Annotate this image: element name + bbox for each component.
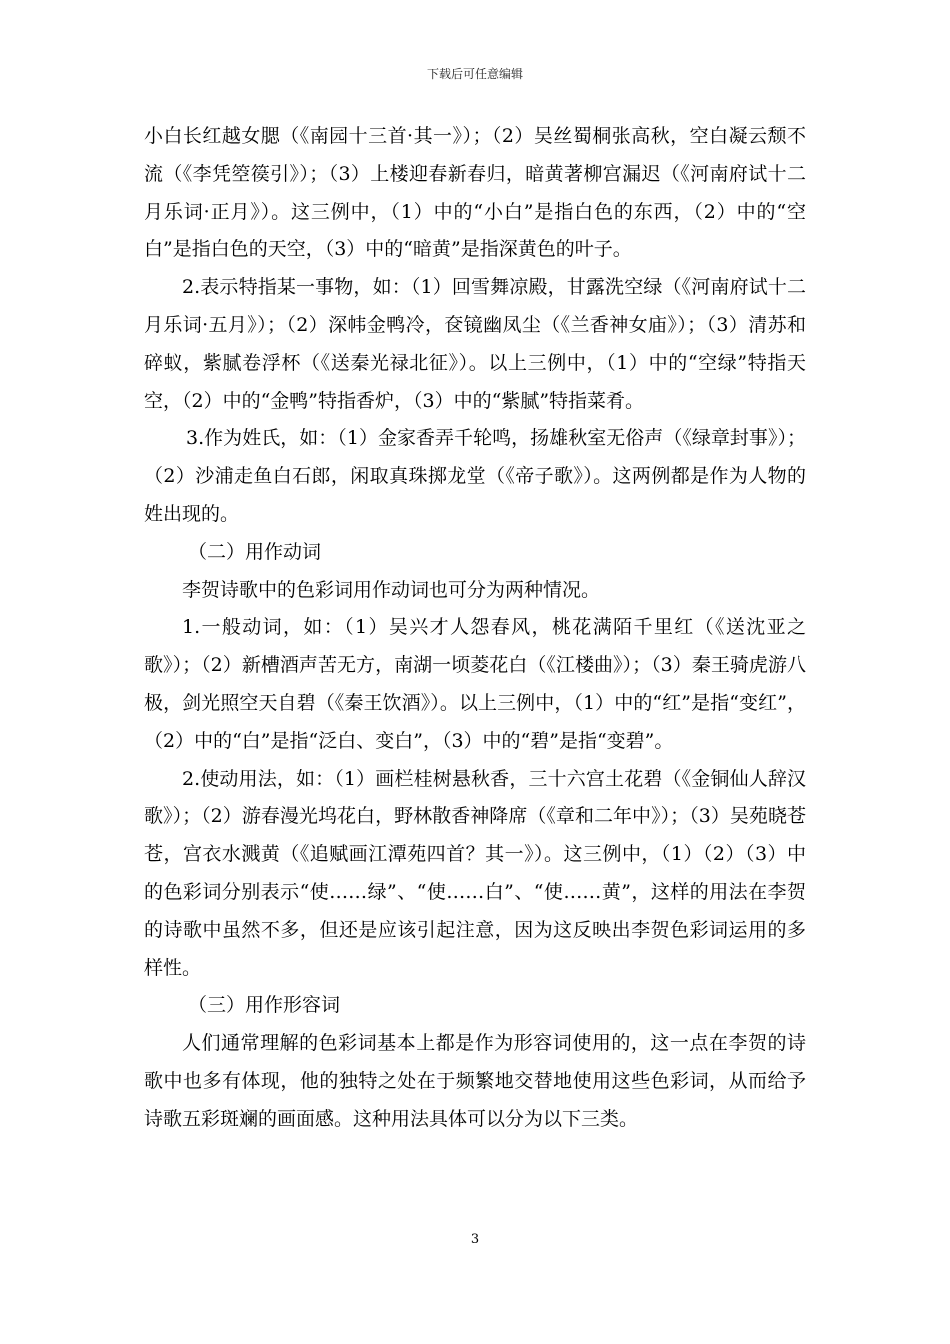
section-heading-verbs: （二）用作动词 [188,540,322,563]
paragraph-continuation: 小白长红越女腮（《南园十三首·其一》）；（2）吴丝蜀桐张高秋，空白凝云颓不流（《李凭箜篌引》）；（3）上楼迎春新春归，暗黄著柳宫漏迟（《河南府试十二月乐词·正月》）。这三例中，（1）中的“小白”是指白色的东西，（2）中的“空白”是指白色的天空，（3）中的“暗黄”是指深黄色的叶子。 [144,125,806,261]
paragraph-adjectives-intro: 人们通常理解的色彩词基本上都是作为形容词使用的，这一点在李贺的诗歌中也多有体现，他的独特之处在于频繁地交替地使用这些色彩词，从而给予诗歌五彩斑斓的画面感。这种用法具体可以分为以下三类。 [144,1032,806,1130]
section-heading-adjectives: （三）用作形容词 [188,994,341,1017]
paragraph-verbs-intro: 李贺诗歌中的色彩词用作动词也可分为两种情况。 [182,578,601,601]
page-number: 3 [470,1232,480,1247]
document-body [144,118,806,1139]
paragraph-special-reference: 2.表示特指某一事物，如：（1）回雪舞凉殿，甘露洗空绿（《河南府试十二月乐词·五月》）；（2）深帏金鸭冷，奁镜幽凤尘（《兰香神女庙》）；（3）清苏和碎蚁，紫腻卷浮杯（《送秦光禄北征》）。以上三例中，（1）中的“空绿”特指天空，（2）中的“金鸭”特指香炉，（3）中的“紫腻”特指菜肴。 [144,276,806,412]
page-header: 下载后可任意编辑 [426,67,523,81]
paragraph-causative: 2.使动用法，如：（1）画栏桂树悬秋香，三十六宫土花碧（《金铜仙人辞汉歌》）；（2）游春漫光坞花白，野林散香神降席（《章和二年中》）；（3）吴苑晓苍苍，宫衣水溅黄（《追赋画江潭苑四首？其一》）。这三例中，（1）（2）（3）中的色彩词分别表示“使……绿”、“使……白”、“使……黄”，这样的用法在李贺的诗歌中虽然不多，但还是应该引起注意，因为这反映出李贺色彩词运用的多样性。 [144,767,806,979]
paragraph-general-verbs: 1.一般动词，如：（1）吴兴才人怨春风，桃花满陌千里红（《送沈亚之歌》）；（2）新槽酒声苦无方，南湖一顷菱花白（《江楼曲》）；（3）秦王骑虎游八极，剑光照空天自碧（《秦王饮酒》）。以上三例中，（1）中的“红”是指“变红”，（2）中的“白”是指“泛白、变白”，（3）中的“碧”是指“变碧”。 [144,616,806,752]
paragraph-surname: 3.作为姓氏，如：（1）金家香弄千轮鸣，扬雄秋室无俗声（《绿章封事》）；（2）沙浦走鱼白石郎，闲取真珠掷龙堂（《帝子歌》）。这两例都是作为人物的姓出现的。 [144,427,806,525]
